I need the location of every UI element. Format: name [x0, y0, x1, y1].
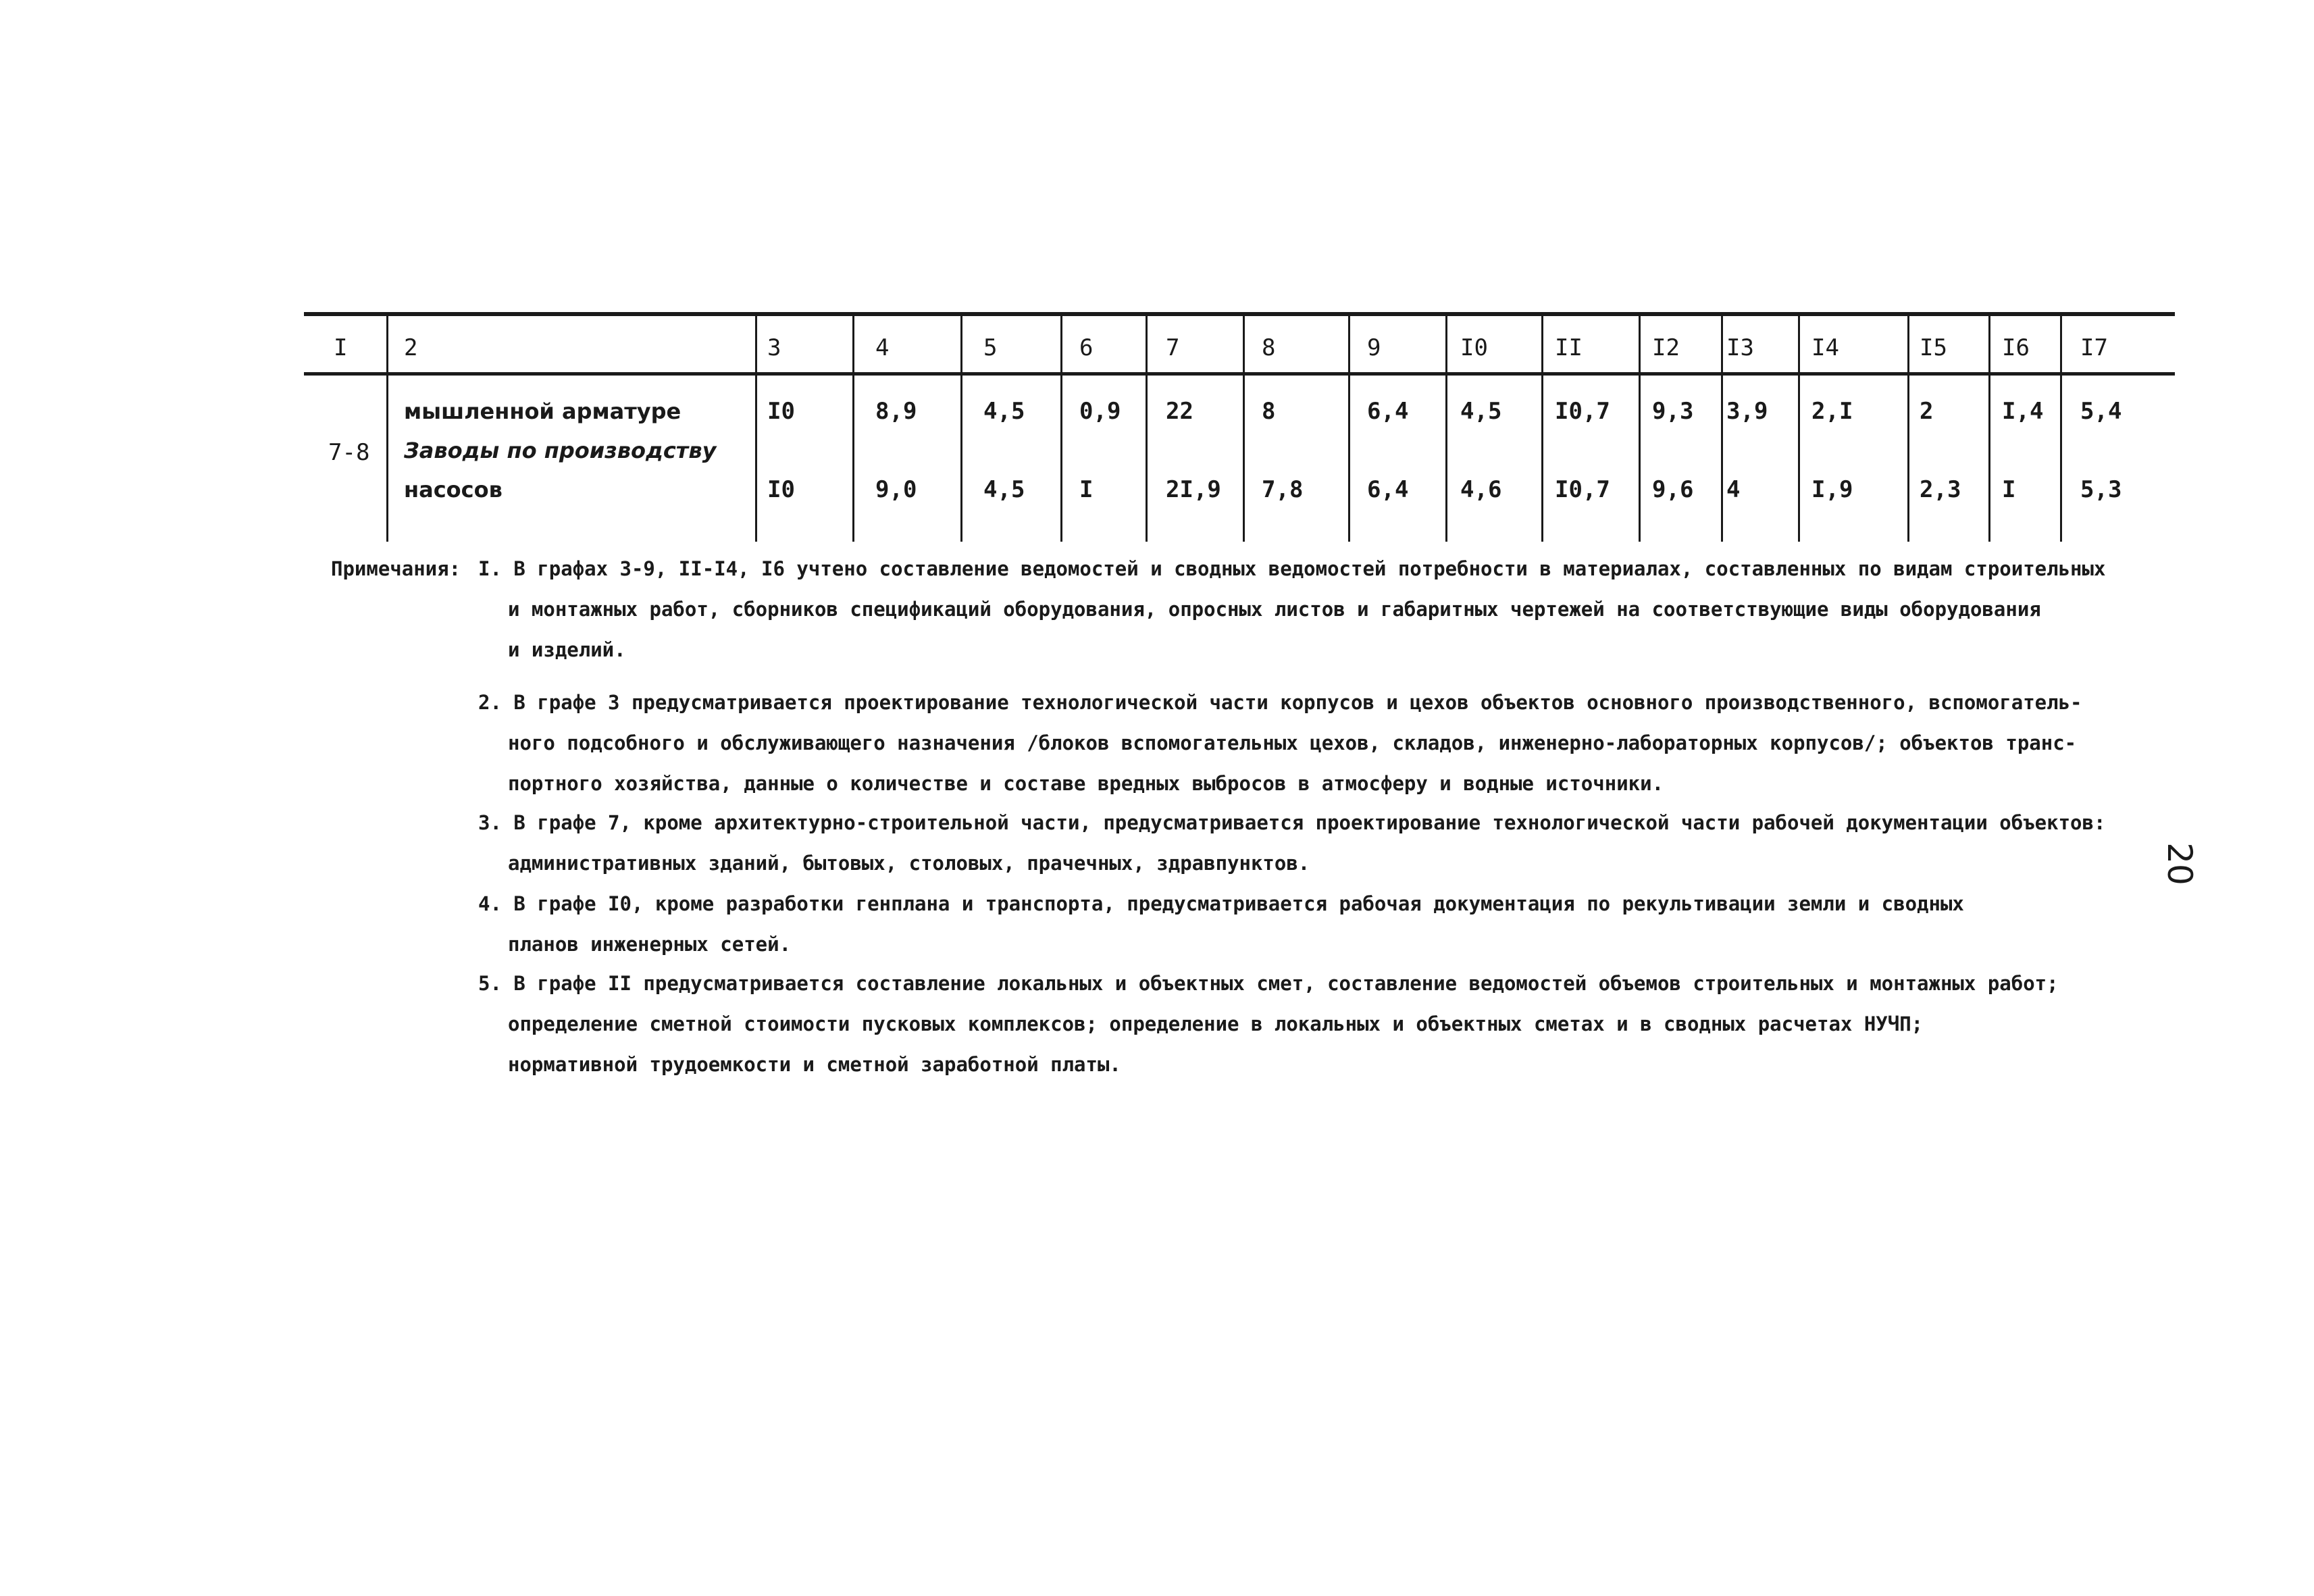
table-cell: 4,5: [1460, 398, 1502, 425]
table-cell: 4,6: [1460, 476, 1502, 503]
column-divider: [2060, 316, 2062, 542]
table-cell: 8: [1262, 398, 1276, 425]
row-description: мышленной арматуре: [404, 398, 682, 424]
note-line: ного подсобного и обслуживающего назначения /блоков вспомогательных цехов, складов, инженерно-лабораторных корпусов/; объектов транс-: [508, 731, 2077, 754]
note-line: 2. В графе 3 предусматривается проектирование технологической части корпусов и цехов объектов основного производственного, вспомогатель-: [478, 691, 2082, 714]
column-header: 4: [875, 334, 890, 361]
table-header-rule: [304, 372, 2175, 376]
column-header: I: [334, 334, 348, 361]
table-cell: 22: [1166, 398, 1193, 425]
row-description: насосов: [404, 477, 503, 503]
table-cell: 2,I: [1811, 398, 1853, 425]
column-header: I3: [1726, 334, 1754, 361]
row-number: 7-8: [328, 439, 370, 466]
table-cell: 5,4: [2080, 398, 2122, 425]
data-table: [304, 312, 2175, 542]
table-cell: 6,4: [1367, 476, 1409, 503]
table-cell: I0: [767, 476, 795, 503]
table-cell: 2: [1920, 398, 1934, 425]
table-cell: 6,4: [1367, 398, 1409, 425]
table-top-rule: [304, 312, 2175, 316]
table-cell: 9,3: [1652, 398, 1694, 425]
table-cell: 3,9: [1726, 398, 1768, 425]
table-cell: I0,7: [1555, 476, 1610, 503]
column-divider: [1060, 316, 1062, 542]
note-line: административных зданий, бытовых, столовых, прачечных, здравпунктов.: [508, 852, 1310, 875]
table-cell: 4,5: [983, 398, 1025, 425]
column-divider: [1445, 316, 1447, 542]
table-cell: 9,6: [1652, 476, 1694, 503]
column-header: I5: [1920, 334, 1947, 361]
column-header: 9: [1367, 334, 1381, 361]
column-header: 2: [404, 334, 418, 361]
table-cell: I,4: [2002, 398, 2044, 425]
table-cell: 4,5: [983, 476, 1025, 503]
column-divider: [1243, 316, 1245, 542]
column-header: I4: [1811, 334, 1839, 361]
notes-heading: Примечания:: [331, 557, 461, 580]
column-divider: [1988, 316, 1990, 542]
table-cell: 5,3: [2080, 476, 2122, 503]
column-header: II: [1555, 334, 1583, 361]
table-cell: 2I,9: [1166, 476, 1221, 503]
table-cell: 4: [1726, 476, 1741, 503]
table-cell: 9,0: [875, 476, 917, 503]
column-header: 6: [1079, 334, 1094, 361]
table-cell: 2,3: [1920, 476, 1961, 503]
table-cell: I0,7: [1555, 398, 1610, 425]
column-header: I2: [1652, 334, 1680, 361]
note-line: I. В графах 3-9, II-I4, I6 учтено составление ведомостей и сводных ведомостей потребности в материалах, составленных по видам строительных: [478, 557, 2106, 580]
column-header: 8: [1262, 334, 1276, 361]
note-line: определение сметной стоимости пусковых комплексов; определение в локальных и объектных сметах и в сводных расчетах НУЧП;: [508, 1012, 1924, 1035]
column-header: I0: [1460, 334, 1488, 361]
note-line: портного хозяйства, данные о количестве и составе вредных выбросов в атмосферу и водные источники.: [508, 772, 1664, 795]
column-header: I6: [2002, 334, 2030, 361]
column-divider: [1146, 316, 1148, 542]
table-cell: I: [1079, 476, 1094, 503]
column-divider: [1541, 316, 1543, 542]
group-title: Заводы по производству: [404, 438, 717, 463]
column-header: 7: [1166, 334, 1180, 361]
page-number: 20: [2159, 842, 2199, 885]
column-divider: [960, 316, 962, 542]
note-line: 4. В графе I0, кроме разработки генплана и транспорта, предусматривается рабочая документация по рекультивации земли и сводных: [478, 892, 1964, 915]
table-cell: 8,9: [875, 398, 917, 425]
table-cell: I,9: [1811, 476, 1853, 503]
column-header: I7: [2080, 334, 2108, 361]
note-line: планов инженерных сетей.: [508, 933, 792, 956]
column-divider: [755, 316, 757, 542]
column-divider: [1639, 316, 1641, 542]
note-line: 5. В графе II предусматривается составление локальных и объектных смет, составление ведомостей объемов строительных и монтажных работ;: [478, 972, 2059, 995]
column-divider: [852, 316, 854, 542]
column-divider: [1348, 316, 1350, 542]
note-line: 3. В графе 7, кроме архитектурно-строительной части, предусматривается проектирование технологической части рабочей документации объектов:: [478, 811, 2106, 834]
column-divider: [1721, 316, 1723, 542]
note-line: нормативной трудоемкости и сметной заработной платы.: [508, 1053, 1121, 1076]
column-divider: [1907, 316, 1909, 542]
table-cell: I0: [767, 398, 795, 425]
note-line: и изделий.: [508, 638, 626, 661]
column-header: 5: [983, 334, 998, 361]
column-divider: [386, 316, 388, 542]
column-divider: [1798, 316, 1800, 542]
table-cell: 7,8: [1262, 476, 1304, 503]
table-cell: I: [2002, 476, 2016, 503]
table-cell: 0,9: [1079, 398, 1121, 425]
column-header: 3: [767, 334, 781, 361]
note-line: и монтажных работ, сборников спецификаций оборудования, опросных листов и габаритных чертежей на соответствующие виды оборудования: [508, 598, 2041, 621]
